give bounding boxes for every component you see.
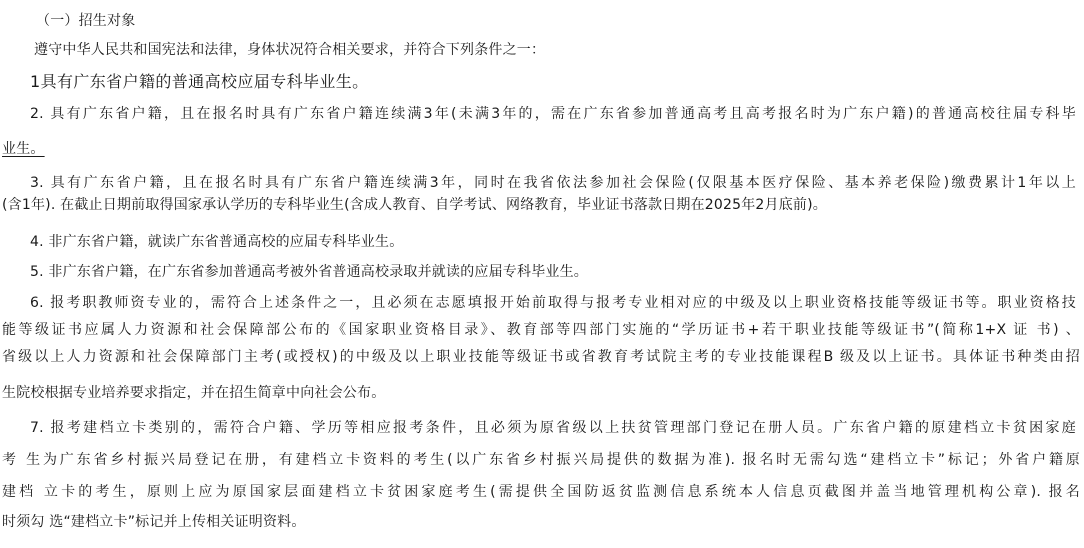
condition-7-line-2: 考 生为广东省乡村振兴局登记在册，有建档立卡资料的考生(以广东省乡村振兴局提供的数据为准). 报名时无需勾选“建档立卡”标记；外省户籍原 bbox=[2, 452, 1080, 468]
condition-2-line-2: 业生。 bbox=[2, 141, 45, 157]
condition-3-line-1: 3. 具有广东省户籍，且在报名时具有广东省户籍连续满3年，同时在我省依法参加社会保险(仅限基本医疗保险、基本养老保险)缴费累计1年以上 bbox=[30, 175, 1076, 191]
condition-7-line-1: 7. 报考建档立卡类别的，需符合户籍、学历等相应报考条件，且必须为原省级以上扶贫管理部门登记在册人员。广东省户籍的原建档立卡贫困家庭 bbox=[30, 420, 1076, 436]
condition-6-line-4: 生院校根据专业培养要求指定，并在招生简章中向社会公布。 bbox=[2, 385, 386, 401]
condition-5: 5. 非广东省户籍，在广东省参加普通高考被外省普通高校录取并就读的应届专科毕业生。 bbox=[30, 264, 589, 280]
condition-7-line-4: 时须勾 选“建档立卡”标记并上传相关证明资料。 bbox=[2, 514, 306, 530]
condition-6-line-2: 能等级证书应属人力资源和社会保障部公布的《国家职业资格目录》、教育部等四部门实施的“学历证书+若干职业技能等级证书”(简称1+X 证 书) 、 bbox=[2, 322, 1080, 338]
condition-2-line-1: 2. 具有广东省户籍，且在报名时具有广东省户籍连续满3年(未满3年的，需在广东省参加普通高考且高考报名时为广东户籍)的普通高校往届专科毕 bbox=[30, 106, 1076, 122]
section-title: （一）招生对象 bbox=[36, 13, 136, 29]
condition-1: 1具有广东省户籍的普通高校应届专科毕业生。 bbox=[30, 72, 369, 91]
condition-7-line-3: 建档 立卡的考生，原则上应为原国家层面建档立卡贫困家庭考生(需提供全国防返贫监测信息系统本人信息页截图并盖当地管理机构公章). 报名 bbox=[2, 484, 1080, 500]
intro-text: 遵守中华人民共和国宪法和法律，身体状况符合相关要求，并符合下列条件之一： bbox=[34, 42, 546, 58]
condition-3-line-2: (含1年). 在截止日期前取得国家承认学历的专科毕业生(含成人教育、自学考试、网络教育，毕业证书落款日期在2025年2月底前)。 bbox=[2, 197, 827, 213]
condition-4: 4. 非广东省户籍，就读广东省普通高校的应届专科毕业生。 bbox=[30, 234, 404, 250]
condition-6-line-3: 省级以上人力资源和社会保障部门主考(或授权)的中级及以上职业技能等级证书或省教育考试院主考的专业技能课程B 级及以上证书。具体证书种类由招 bbox=[2, 349, 1080, 365]
condition-6-line-1: 6. 报考职教师资专业的，需符合上述条件之一，且必须在志愿填报开始前取得与报考专业相对应的中级及以上职业资格技能等级证书等。职业资格技 bbox=[30, 295, 1076, 311]
